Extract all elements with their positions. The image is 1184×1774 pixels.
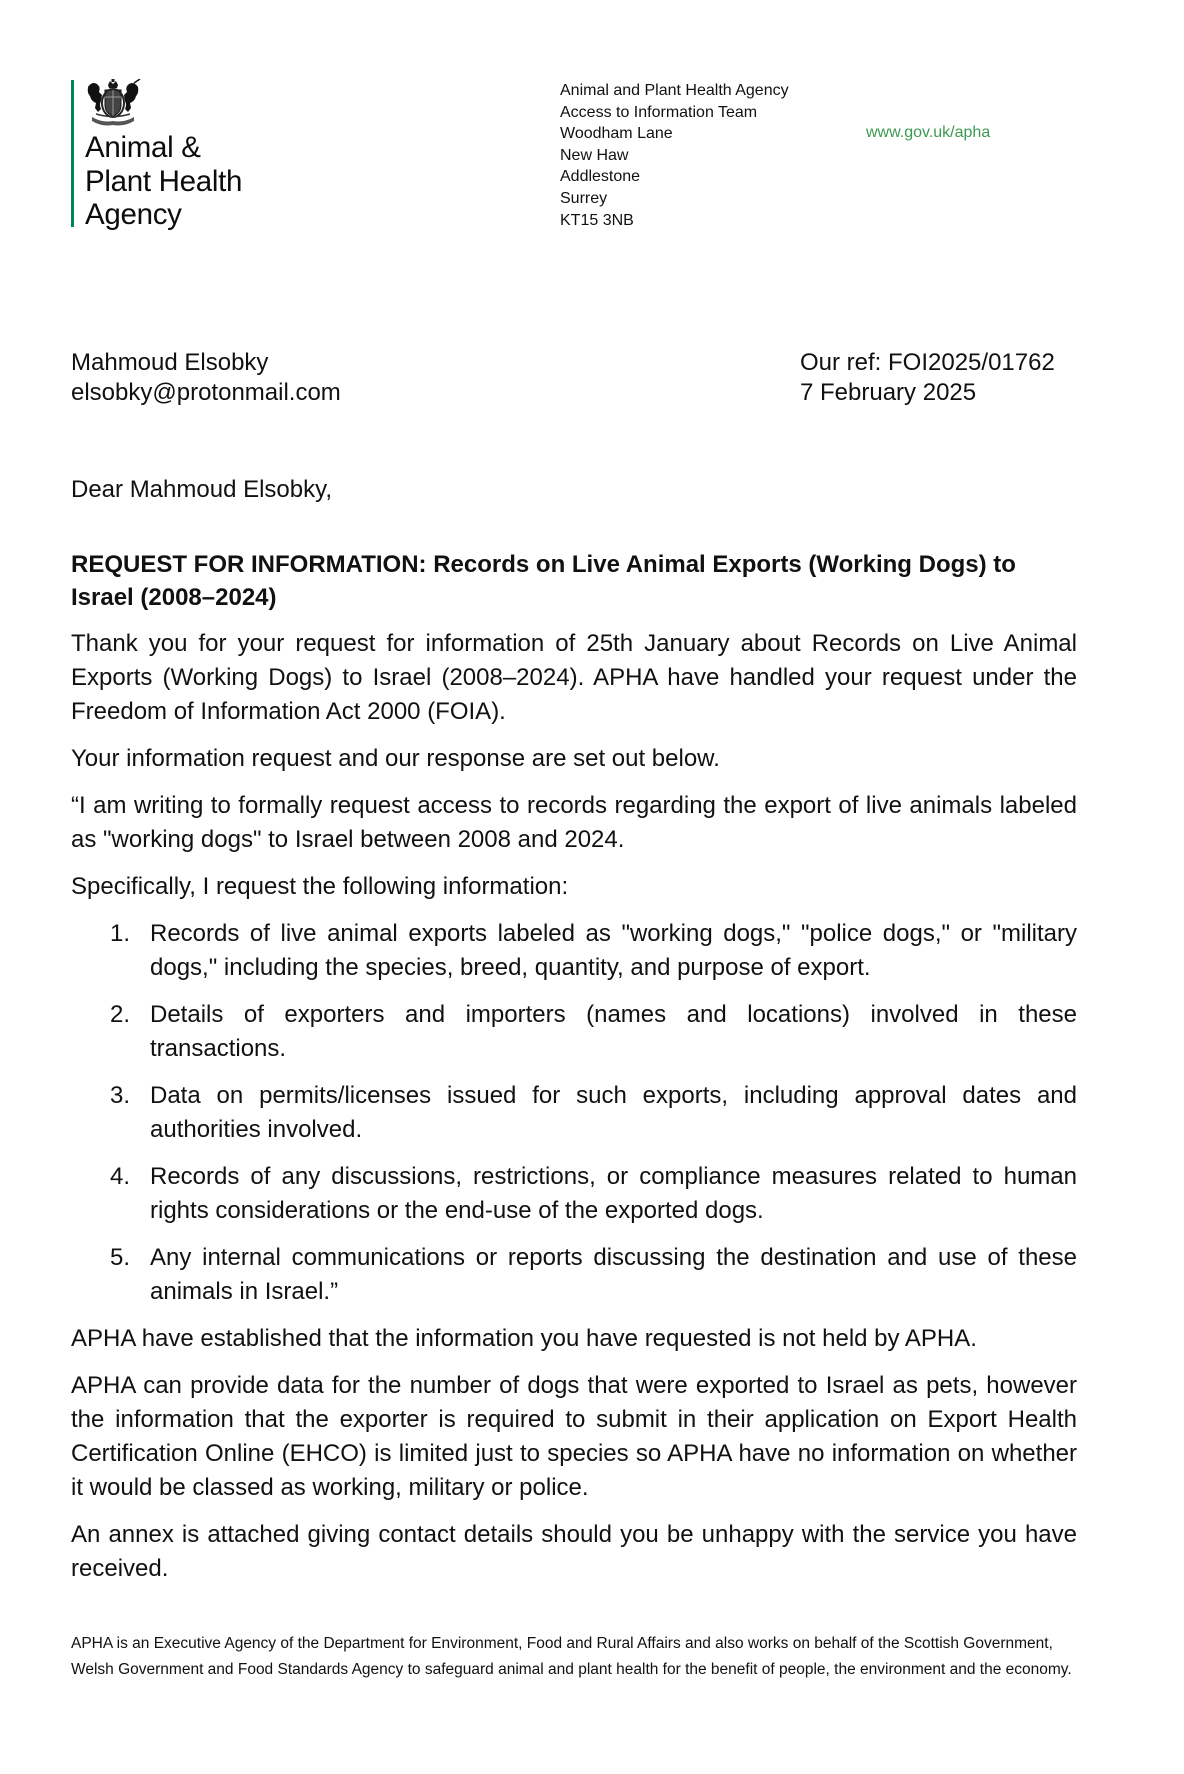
logo-accent-bar	[71, 80, 74, 227]
not-held-paragraph: APHA have established that the information you have requested is not held by APHA.	[71, 1325, 977, 1352]
list-item-text: Records of any discussions, restrictions, or compliance measures related to human rights considerations or the end-use of the exported dogs.	[150, 1163, 1077, 1224]
logo-line: Animal &	[85, 131, 201, 164]
list-item	[71, 1241, 1077, 1309]
reference-number: Our ref: FOI2025/01762	[800, 349, 1055, 376]
royal-crest-icon	[84, 79, 142, 127]
list-item-number: 4.	[110, 1163, 131, 1190]
list-item-number: 2.	[110, 1001, 131, 1028]
list-item-number: 3.	[110, 1082, 131, 1109]
address-line: Animal and Plant Health Agency	[560, 82, 789, 99]
recipient-block	[71, 348, 341, 408]
reference-block	[800, 348, 1055, 408]
recipient-email[interactable]: elsobky@protonmail.com	[71, 379, 341, 406]
list-item-text: Data on permits/licenses issued for such exports, including approval dates and authorities involved.	[150, 1082, 1077, 1143]
list-item	[71, 917, 1077, 985]
address-line: New Haw	[560, 146, 629, 164]
list-item-number: 1.	[110, 920, 131, 947]
list-item	[71, 998, 1077, 1066]
logo-line: Agency	[85, 198, 182, 231]
request-quote-paragraph: “I am writing to formally request access to records regarding the export of live animals labeled as "working dogs" to Israel between 2008 and 2024.	[71, 792, 1077, 853]
address-line: KT15 3NB	[560, 211, 634, 229]
agency-logo-wordmark	[85, 131, 242, 232]
request-items-list	[71, 917, 1077, 1309]
sender-address	[560, 80, 789, 231]
letter-body	[71, 548, 1077, 1599]
logo-line: Plant Health	[85, 164, 243, 198]
list-item-number: 5.	[110, 1244, 131, 1271]
address-line: Woodham Lane	[560, 125, 673, 143]
specifically-paragraph: Specifically, I request the following information:	[71, 873, 569, 900]
agency-website-link[interactable]: www.gov.uk/apha	[866, 124, 991, 141]
list-item	[71, 1079, 1077, 1147]
annex-paragraph: An annex is attached giving contact details should you be unhappy with the service you have received.	[71, 1521, 1077, 1582]
response-detail-paragraph: APHA can provide data for the number of dogs that were exported to Israel as pets, however the information that the exporter is required to submit in their application on Export Health Certification Online (EHCO) is limited just to species so APHA have no information on whether it would be classed as working, military or police.	[71, 1372, 1077, 1501]
list-item-text: Details of exporters and importers (names and locations) involved in these transactions.	[150, 1001, 1077, 1062]
salutation: Dear Mahmoud Elsobky,	[71, 476, 332, 503]
address-line: Addlestone	[560, 168, 641, 186]
letter-date: 7 February 2025	[800, 379, 977, 406]
address-line: Surrey	[560, 189, 608, 207]
recipient-name: Mahmoud Elsobky	[71, 349, 269, 376]
list-item	[71, 1160, 1077, 1228]
list-item-text: Any internal communications or reports discussing the destination and use of these animals in Israel.”	[150, 1244, 1077, 1305]
agency-footer-note: APHA is an Executive Agency of the Department for Environment, Food and Rural Affairs and also works on behalf of the Scottish Government, Welsh Government and Food Standards Agency to safeguard animal and plant health for the benefit of people, the environment and the economy.	[71, 1635, 1072, 1678]
intro-paragraph: Thank you for your request for information of 25th January about Records on Live Animal Exports (Working Dogs) to Israel (2008–2024). APHA have handled your request under the Freedom of Information Act 2000 (FOIA).	[71, 630, 1077, 725]
letter-heading: REQUEST FOR INFORMATION: Records on Live Animal Exports (Working Dogs) to Israel (2008–2024)	[71, 551, 1016, 611]
address-line: Access to Information Team	[560, 103, 758, 121]
list-item-text: Records of live animal exports labeled as "working dogs," "police dogs," or "military dogs," including the species, breed, quantity, and purpose of export.	[150, 920, 1077, 981]
set-out-paragraph: Your information request and our response are set out below.	[71, 745, 720, 772]
